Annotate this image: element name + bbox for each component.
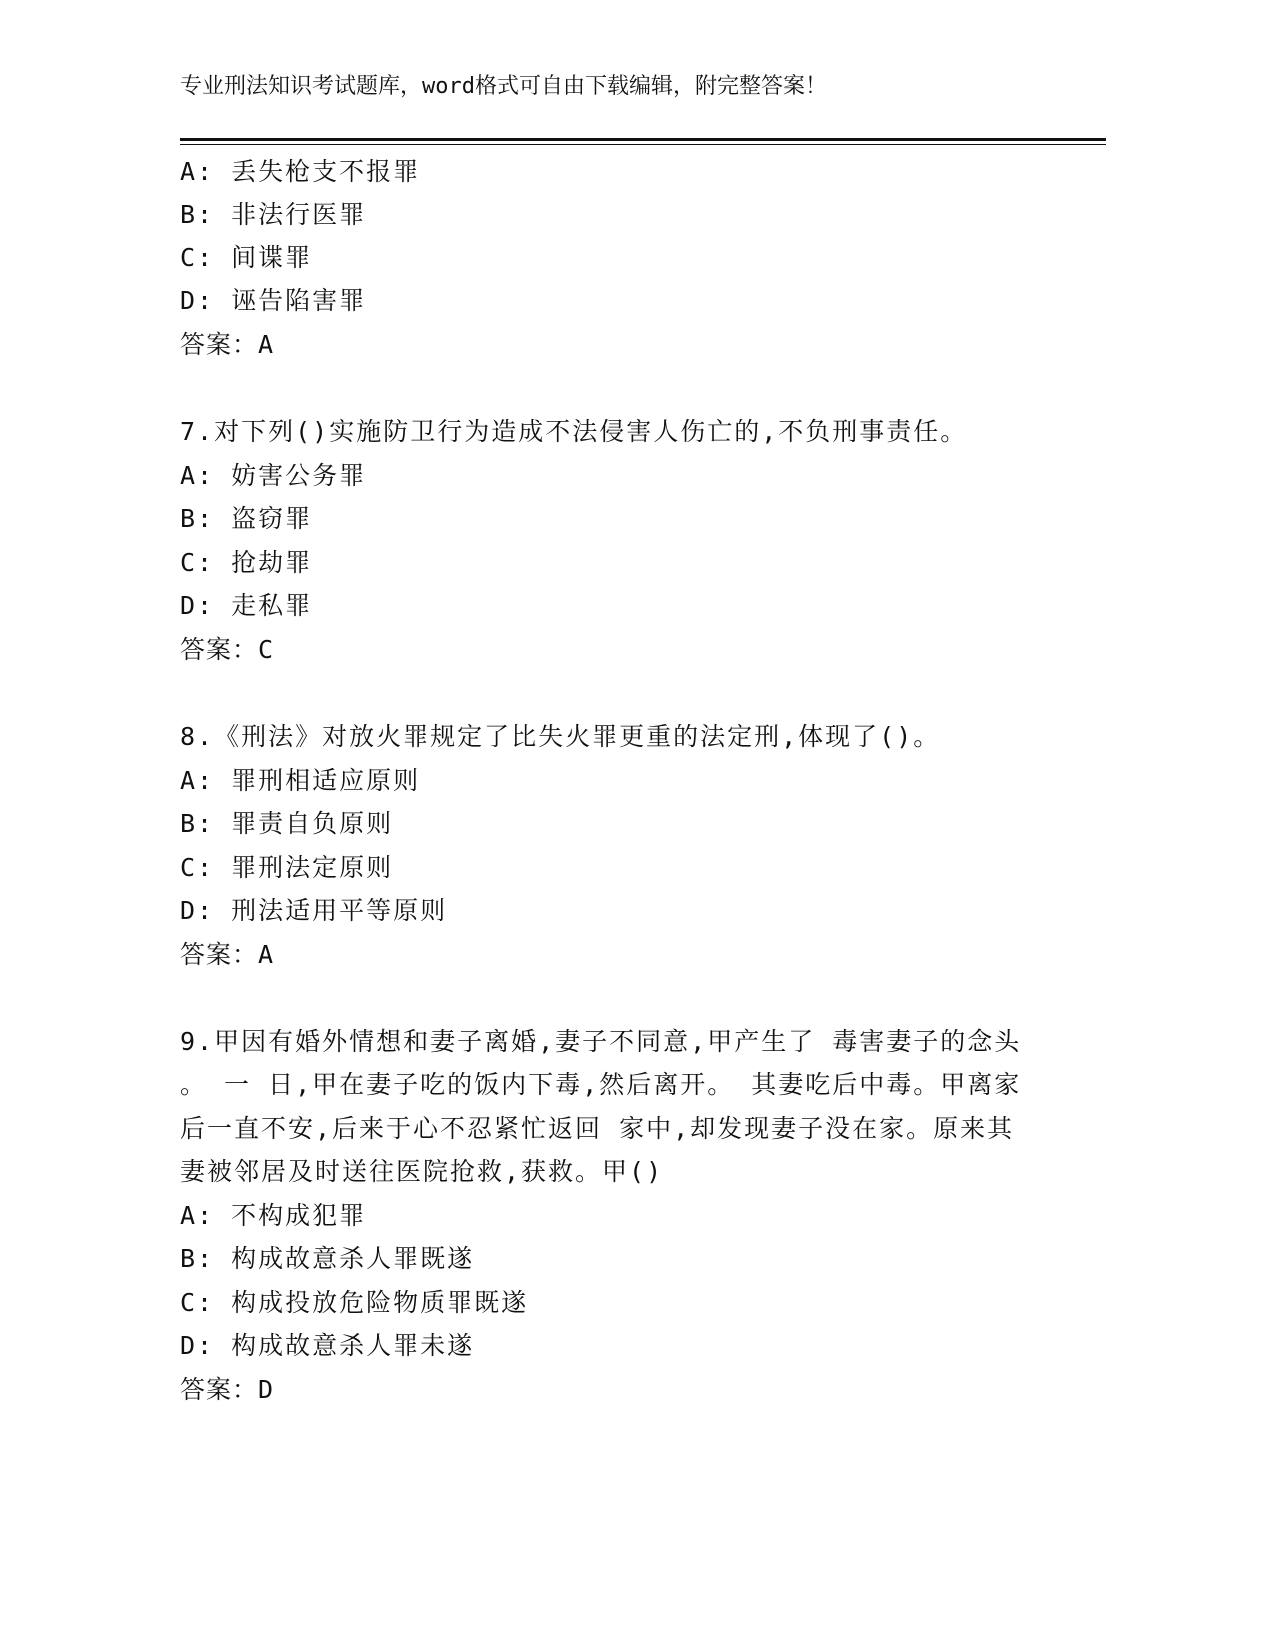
question-text-line-4: 妻被邻居及时送往医院抢救,获救。甲() — [180, 1157, 664, 1186]
answer-value: A — [258, 330, 275, 359]
answer — [180, 633, 274, 667]
option-c: C: 抢劫罪 — [180, 548, 313, 577]
option-b: B: 非法行医罪 — [180, 200, 367, 229]
option-a: A: 妨害公务罪 — [180, 461, 367, 490]
answer-label: 答案： — [180, 330, 259, 359]
option-b: B: 盗窃罪 — [180, 504, 313, 533]
option-c: C: 间谍罪 — [180, 243, 313, 272]
question-text: 7.对下列()实施防卫行为造成不法侵害人伤亡的,不负刑事责任。 — [180, 417, 968, 446]
answer-value: D — [258, 1375, 275, 1404]
option-a: A: 不构成犯罪 — [180, 1201, 367, 1230]
answer-label: 答案： — [180, 1375, 259, 1404]
option-b: B: 构成故意杀人罪既遂 — [180, 1244, 475, 1273]
answer-label: 答案： — [180, 940, 259, 969]
answer — [180, 328, 274, 362]
page-header: 专业刑法知识考试题库，word格式可自由下载编辑，附完整答案！ — [180, 74, 827, 99]
option-c: C: 构成投放危险物质罪既遂 — [180, 1288, 529, 1317]
answer-value: A — [258, 940, 275, 969]
option-d: D: 诬告陷害罪 — [180, 286, 367, 315]
answer — [180, 1373, 274, 1407]
option-a: A: 罪刑相适应原则 — [180, 766, 421, 795]
question-text-line-1: 9.甲因有婚外情想和妻子离婚,妻子不同意,甲产生了 毒害妻子的念头 — [180, 1027, 1022, 1056]
option-a: A: 丢失枪支不报罪 — [180, 157, 421, 186]
option-d: D: 走私罪 — [180, 591, 313, 620]
option-c: C: 罪刑法定原则 — [180, 853, 394, 882]
question-text-line-2: 。 一 日,甲在妻子吃的饭内下毒,然后离开。 其妻吃后中毒。甲离家 — [180, 1070, 1022, 1099]
header-rule-thin — [180, 144, 1106, 145]
header-rule-thick — [180, 138, 1106, 141]
option-d: D: 构成故意杀人罪未遂 — [180, 1331, 475, 1360]
answer-label: 答案： — [180, 635, 259, 664]
question-text: 8.《刑法》对放火罪规定了比失火罪更重的法定刑,体现了()。 — [180, 722, 941, 751]
answer-value: C — [258, 635, 275, 664]
option-b: B: 罪责自负原则 — [180, 809, 394, 838]
answer — [180, 938, 274, 972]
question-text-line-3: 后一直不安,后来于心不忍紧忙返回 家中,却发现妻子没在家。原来其 — [180, 1114, 1015, 1143]
option-d: D: 刑法适用平等原则 — [180, 896, 448, 925]
